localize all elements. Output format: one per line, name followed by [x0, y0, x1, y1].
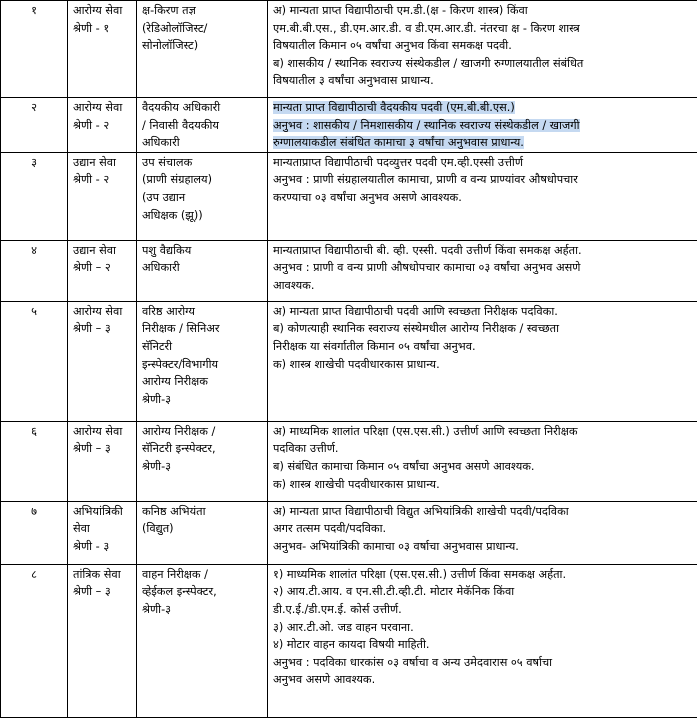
requirement-line[interactable]: अनुभव : शासकीय / निमशासकीय / स्थानिक स्वराज्य संस्थेकडील / खाजगी — [273, 117, 692, 135]
requirement-line: ब) संबंधित कामाचा किमान ०५ वर्षांचा अनुभव असणे आवश्यक. — [273, 458, 692, 476]
post-name-line: वाहन निरीक्षक / — [142, 566, 262, 584]
requirement-line: अ) मान्यता प्राप्त विद्यापीठाची एम.डी.(क्ष - किरण शास्त्र) किंवा — [273, 2, 692, 20]
serial-number: २ — [31, 101, 37, 114]
service-category-line: श्रेणी - २ — [73, 117, 131, 135]
requirement-line: डी.ए.ई./डी.एम.ई. कोर्स उत्तीर्ण. — [273, 601, 692, 619]
requirements-cell — [268, 564, 697, 717]
table-body — [1, 1, 697, 718]
requirement-line: पदविका उत्तीर्ण. — [273, 440, 692, 458]
post-name-line: श्रेणी-३ — [142, 458, 262, 476]
service-category-line: उद्यान सेवा — [73, 242, 131, 260]
post-name-line: सॅनिटरी इन्स्पेक्टर, — [142, 440, 262, 458]
post-name-cell — [137, 152, 268, 240]
requirement-line: अ) माध्यमिक शालांत परिक्षा (एस.एस.सी.) उत्तीर्ण आणि स्वच्छता निरीक्षक — [273, 423, 692, 441]
post-name-line: वरिष्ठ आरोग्य — [142, 303, 262, 321]
table-row — [1, 1, 697, 98]
service-category-line: श्रेणी – ३ — [73, 440, 131, 458]
table-row — [1, 240, 697, 301]
post-name-line: सोनोलॉजिस्ट) — [142, 37, 262, 55]
service-category-cell — [68, 240, 137, 301]
service-category-line: तांत्रिक सेवा — [73, 566, 131, 584]
requirements-cell — [268, 421, 697, 501]
requirement-line: निरीक्षक या संवर्गातील किमान ०५ वर्षांचा अनुभव. — [273, 338, 692, 356]
requirement-line: अ) मान्यता प्राप्त विद्यापीठाची विद्युत अभियांत्रिकी शाखेची पदवी/पदविका — [273, 503, 692, 521]
requirement-line: विषयातील ३ वर्षांचा अनुभवास प्राधान्य. — [273, 72, 692, 90]
post-name-line: आरोग्य निरीक्षक — [142, 373, 262, 391]
post-name-cell — [137, 1, 268, 98]
service-category-line: श्रेणी – ३ — [73, 583, 131, 601]
service-category-cell — [68, 421, 137, 501]
post-name-line: व्हेईकल इन्स्पेक्टर, — [142, 583, 262, 601]
requirements-cell — [268, 240, 697, 301]
service-category-cell — [68, 564, 137, 717]
requirement-line: क) शास्त्र शाखेची पदवीधारकास प्राधान्य. — [273, 476, 692, 494]
service-category-line: उद्यान सेवा — [73, 154, 131, 172]
service-category-line: श्रेणी - १ — [73, 20, 131, 38]
serial-number-cell — [1, 421, 68, 501]
post-name-cell — [137, 98, 268, 153]
serial-number: ४ — [31, 244, 37, 257]
serial-number: ७ — [31, 505, 37, 518]
post-name-line: अधिकारी — [142, 259, 262, 277]
serial-number-cell — [1, 564, 68, 717]
post-name-line: अधिकारी — [142, 134, 262, 152]
post-name-cell — [137, 240, 268, 301]
service-category-cell — [68, 1, 137, 98]
post-name-line: पशु वैद्यकिय — [142, 242, 262, 260]
service-category-cell — [68, 152, 137, 240]
requirement-line: ४) मोटार वाहन कायदा विषयी माहिती. — [273, 636, 692, 654]
requirement-line: क) शास्त्र शाखेची पदवीधारकास प्राधान्य. — [273, 356, 692, 374]
service-category-line: श्रेणी - २ — [73, 171, 131, 189]
post-name-line: (उप उद्यान — [142, 189, 262, 207]
service-category-cell — [68, 98, 137, 153]
requirement-line: अनुभव- अभियांत्रिकी कामाचा ०३ वर्षाचा अनुभवास प्राधान्य. — [273, 538, 692, 556]
requirements-cell — [268, 152, 697, 240]
requirement-line: १) माध्यमिक शालांत परिक्षा (एस.एस.सी.) उत्तीर्ण किंवा समकक्ष अर्हता. — [273, 566, 692, 584]
requirement-line[interactable]: मान्यता प्राप्त विद्यापीठाची वैदयकीय पदवी (एम.बी.बी.एस.) — [273, 99, 692, 117]
post-name-line: वैदयकीय अधिकारी — [142, 99, 262, 117]
requirement-line: अगर तत्सम पदवी/पदविका. — [273, 520, 692, 538]
post-name-line: इन्स्पेक्टर/विभागीय — [142, 356, 262, 374]
service-category-line: श्रेणी - ३ — [73, 538, 131, 556]
table-row — [1, 301, 697, 421]
requirement-line: अनुभव : प्राणी व वन्य प्राणी औषधोपचार कामाचा ०३ वर्षांचा अनुभव असणे — [273, 259, 692, 277]
post-name-line: श्रेणी-३ — [142, 601, 262, 619]
post-name-cell — [137, 421, 268, 501]
requirement-line: मान्यताप्राप्त विद्यापीठाची पदव्युत्तर पदवी एम.व्ही.एस्सी उत्तीर्ण — [273, 154, 692, 172]
requirement-line: मान्यताप्राप्त विद्यापीठाची बी. व्ही. एस्सी. पदवी उत्तीर्ण किंवा समकक्ष अर्हता. — [273, 242, 692, 260]
requirements-cell — [268, 501, 697, 564]
table-row — [1, 98, 697, 153]
requirement-line: विषयातील किमान ०५ वर्षांचा अनुभव किंवा समकक्ष पदवी. — [273, 37, 692, 55]
service-category-line: आरोग्य सेवा — [73, 99, 131, 117]
post-name-line: क्ष-किरण तज्ञ — [142, 2, 262, 20]
requirement-line: अ) मान्यता प्राप्त विद्यापीठाची पदवी आणि स्वच्छता निरीक्षक पदविका. — [273, 303, 692, 321]
post-name-line: / निवासी वैदयकीय — [142, 117, 262, 135]
serial-number-cell — [1, 301, 68, 421]
serial-number: ८ — [31, 568, 37, 581]
service-category-line: सेवा — [73, 520, 131, 538]
post-name-line: (प्राणी संग्रहालय) — [142, 171, 262, 189]
serial-number: ६ — [31, 425, 37, 438]
requirement-line[interactable]: रुग्णालयाकडील संबंधित कामाचा ३ वर्षांचा अनुभवास प्राधान्य. — [273, 134, 692, 152]
serial-number: ३ — [31, 156, 37, 169]
requirement-line: अनुभव : प्राणी संग्रहालयातील कामाचा, प्राणी व वन्य प्राण्यांवर औषधोपचार — [273, 171, 692, 189]
post-name-line: कनिष्ठ अभियंता — [142, 503, 262, 521]
post-name-line: सॅनिटरी — [142, 338, 262, 356]
serial-number-cell — [1, 501, 68, 564]
service-category-line: आरोग्य सेवा — [73, 303, 131, 321]
service-category-cell — [68, 301, 137, 421]
service-category-line: आरोग्य सेवा — [73, 423, 131, 441]
service-category-line: श्रेणी – ३ — [73, 320, 131, 338]
serial-number: ५ — [31, 305, 37, 318]
service-category-line: अभियांत्रिकी — [73, 503, 131, 521]
serial-number: १ — [31, 4, 37, 17]
requirement-line: करण्याचा ०३ वर्षांचा अनुभव असणे आवश्यक. — [273, 189, 692, 207]
serial-number-cell — [1, 1, 68, 98]
requirements-cell — [268, 98, 697, 153]
requirement-line: ब) शासकीय / स्थानिक स्वराज्य संस्थेकडील / खाजगी रुग्णालयातील संबंधित — [273, 55, 692, 73]
requirements-cell — [268, 301, 697, 421]
service-category-line: आरोग्य सेवा — [73, 2, 131, 20]
post-name-line: अधिक्षक (झू)) — [142, 207, 262, 225]
serial-number-cell — [1, 98, 68, 153]
post-name-line: उप संचालक — [142, 154, 262, 172]
post-name-line: (रेडिओलॉजिस्ट/ — [142, 20, 262, 38]
post-name-line: श्रेणी-३ — [142, 391, 262, 409]
requirement-line: आवश्यक. — [273, 277, 692, 295]
table-row — [1, 501, 697, 564]
post-name-line: (विद्युत) — [142, 520, 262, 538]
requirement-line: एम.बी.बी.एस., डी.एम.आर.डी. व डी.एम.आर.डी. नंतरचा क्ष - किरण शास्त्र — [273, 20, 692, 38]
post-name-line: आरोग्य निरीक्षक / — [142, 423, 262, 441]
service-category-line: श्रेणी – २ — [73, 259, 131, 277]
requirement-line: ब) कोणत्याही स्थानिक स्वराज्य संस्थेमधील आरोग्य निरीक्षक / स्वच्छता — [273, 320, 692, 338]
post-name-line: निरीक्षक / सिनिअर — [142, 320, 262, 338]
requirement-line: अनुभव : पदविका धारकांस ०३ वर्षाचा व अन्य उमेदवारास ०५ वर्षाचा — [273, 654, 692, 672]
requirement-line: २) आय.टी.आय. व एन.सी.टी.व्ही.टी. मोटार मेकॅनिक किंवा — [273, 583, 692, 601]
requirement-line: अनुभव असणे आवश्यक. — [273, 671, 692, 689]
table-row — [1, 564, 697, 717]
serial-number-cell — [1, 240, 68, 301]
table-row — [1, 152, 697, 240]
requirements-cell — [268, 1, 697, 98]
service-category-cell — [68, 501, 137, 564]
post-name-cell — [137, 501, 268, 564]
post-name-cell — [137, 301, 268, 421]
post-name-cell — [137, 564, 268, 717]
serial-number-cell — [1, 152, 68, 240]
table-row — [1, 421, 697, 501]
requirement-line: ३) आर.टी.ओ. जड वाहन परवाना. — [273, 619, 692, 637]
